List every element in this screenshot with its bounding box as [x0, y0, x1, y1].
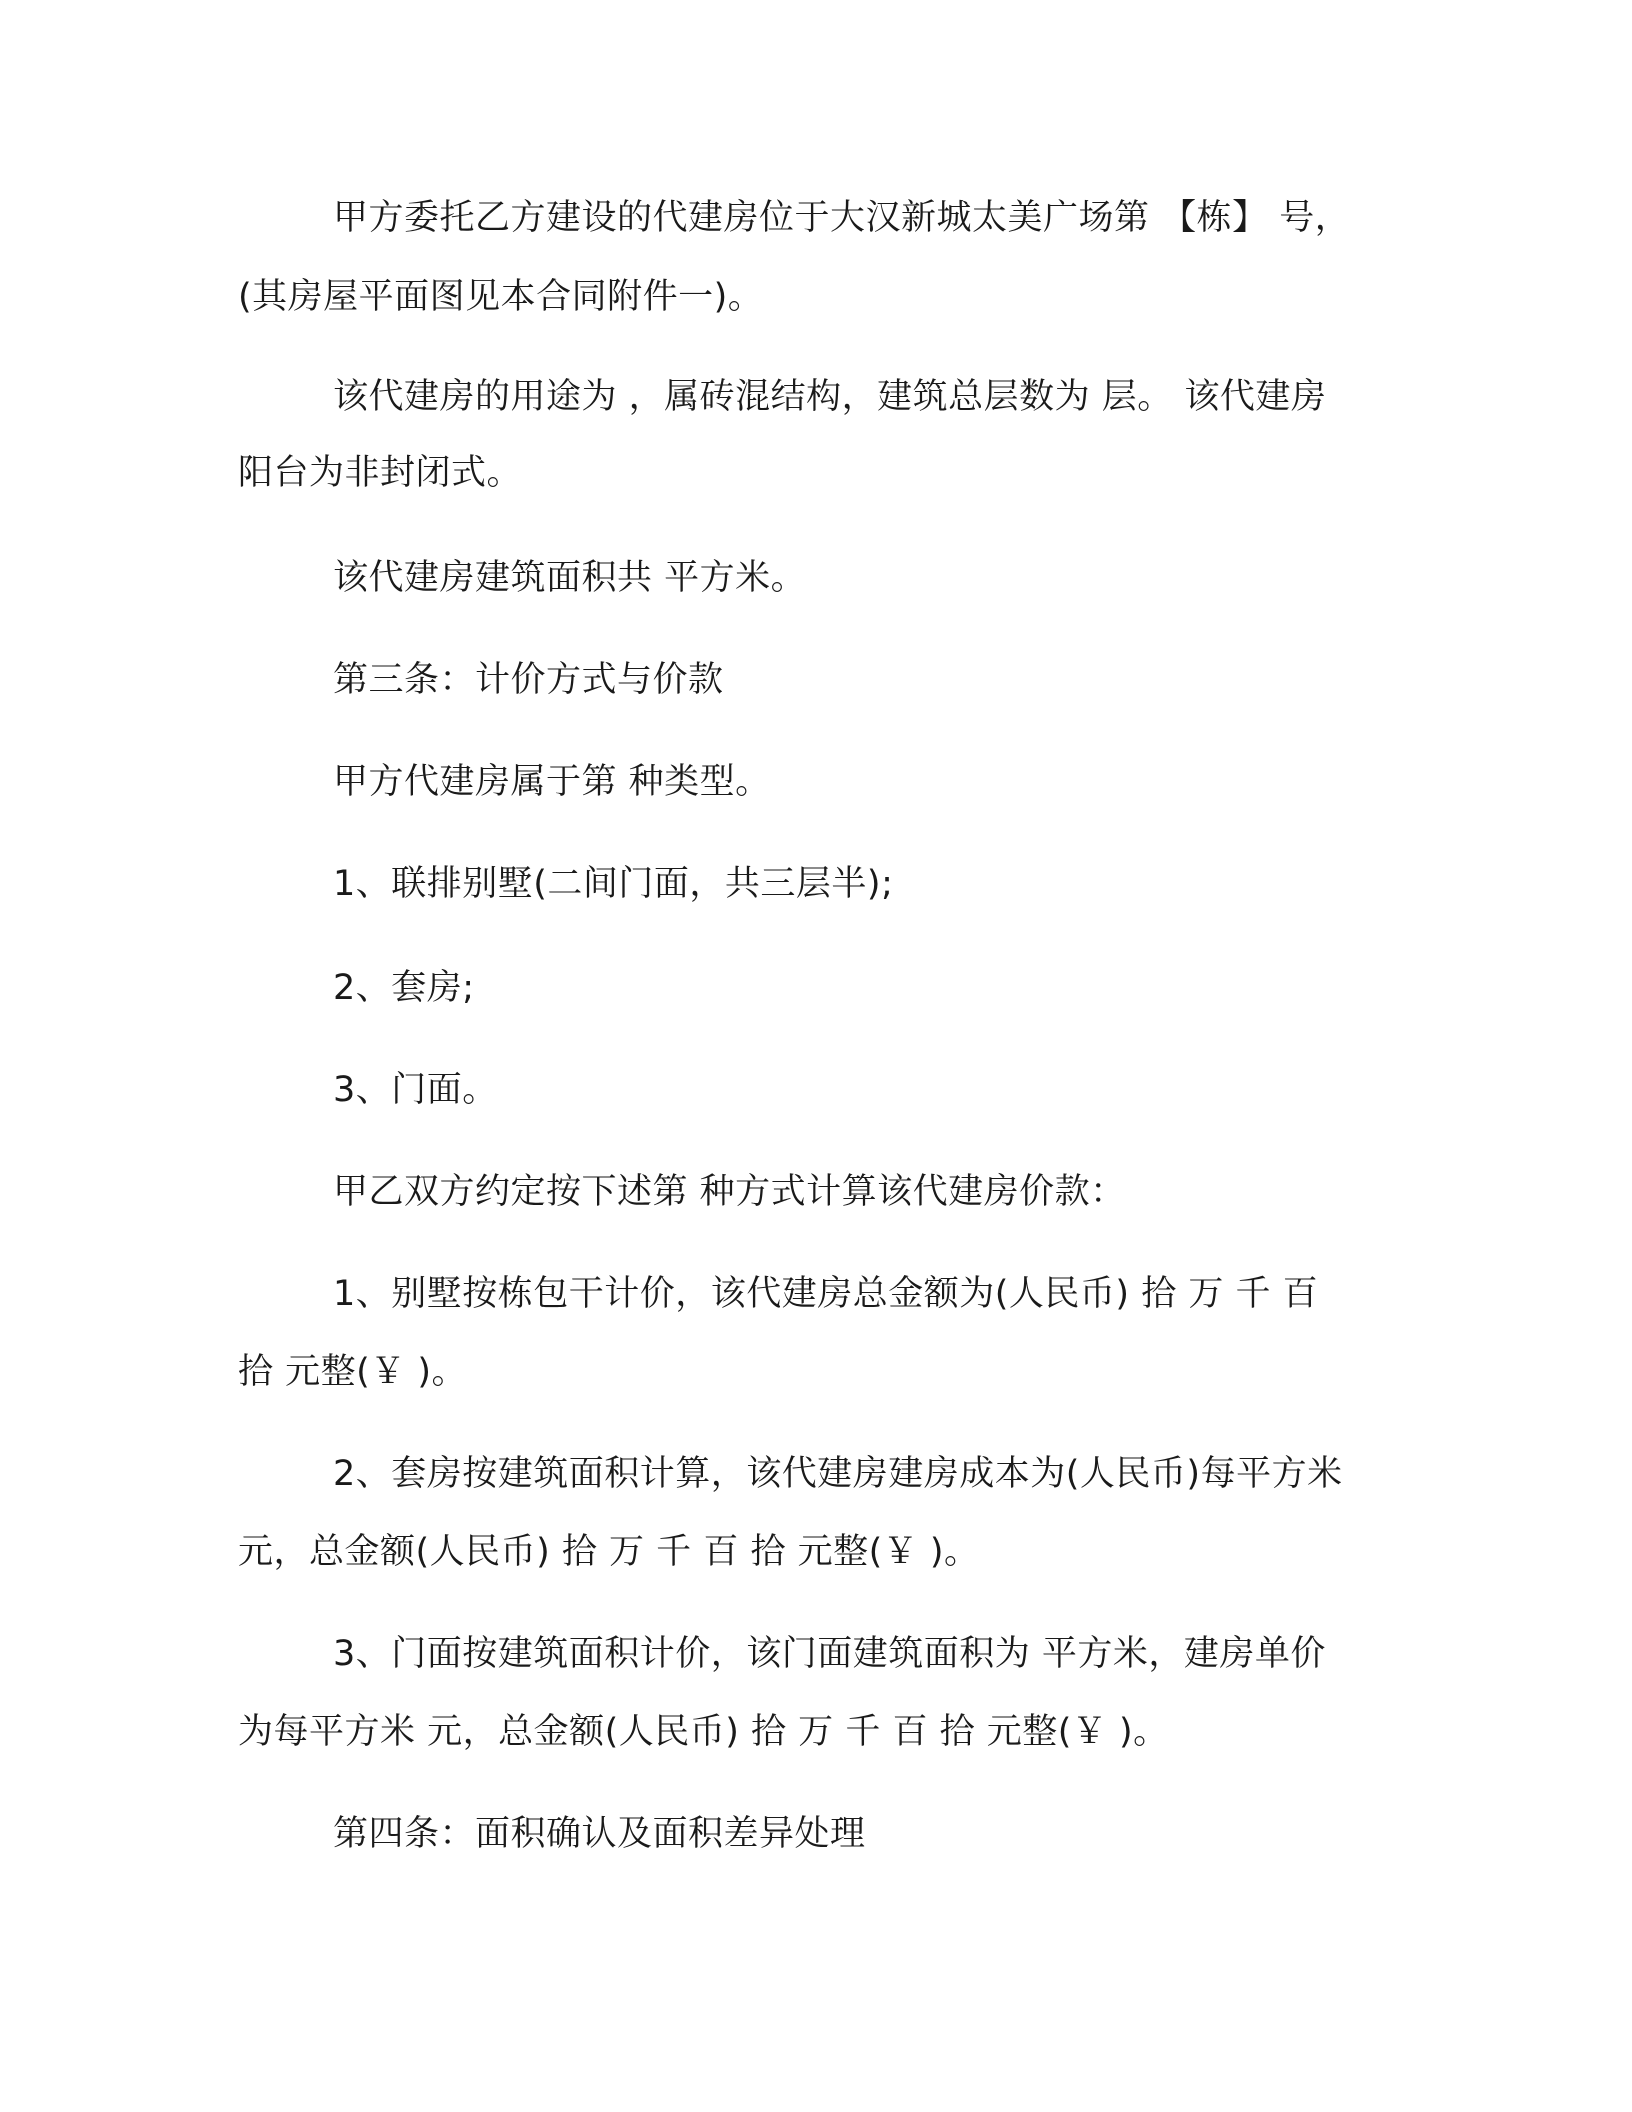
list-item-method-1-line-2: 拾 元整(￥ )。	[238, 1352, 468, 1392]
list-item-type-3: 3、门面。	[333, 1070, 498, 1110]
heading-article-3: 第三条：计价方式与价款	[333, 660, 724, 700]
paragraph-location-line-2: (其房屋平面图见本合同附件一)。	[238, 277, 764, 317]
heading-article-4: 第四条：面积确认及面积差异处理	[333, 1814, 866, 1854]
paragraph-location-line-1: 甲方委托乙方建设的代建房位于大汉新城太美广场第 【栋】 号，	[333, 198, 1351, 238]
paragraph-method: 甲乙双方约定按下述第 种方式计算该代建房价款：	[333, 1172, 1126, 1212]
list-item-method-3-line-1: 3、门面按建筑面积计价，该门面建筑面积为 平方米，建房单价	[333, 1634, 1326, 1674]
paragraph-type: 甲方代建房属于第 种类型。	[333, 762, 771, 802]
list-item-method-3-line-2: 为每平方米 元，总金额(人民币) 拾 万 千 百 拾 元整(￥ )。	[238, 1712, 1169, 1752]
list-item-type-1: 1、联排别墅(二间门面，共三层半);	[333, 864, 894, 904]
list-item-method-2-line-1: 2、套房按建筑面积计算，该代建房建房成本为(人民币)每平方米	[333, 1454, 1343, 1494]
list-item-type-2: 2、套房;	[333, 968, 475, 1008]
paragraph-usage-line-1: 该代建房的用途为 ，属砖混结构，建筑总层数为 层。 该代建房	[333, 377, 1327, 417]
list-item-method-2-line-2: 元，总金额(人民币) 拾 万 千 百 拾 元整(￥ )。	[238, 1532, 980, 1572]
list-item-method-1-line-1: 1、别墅按栋包干计价，该代建房总金额为(人民币) 拾 万 千 百	[333, 1274, 1319, 1314]
paragraph-usage-line-2: 阳台为非封闭式。	[238, 453, 523, 493]
paragraph-area: 该代建房建筑面积共 平方米。	[333, 558, 807, 598]
